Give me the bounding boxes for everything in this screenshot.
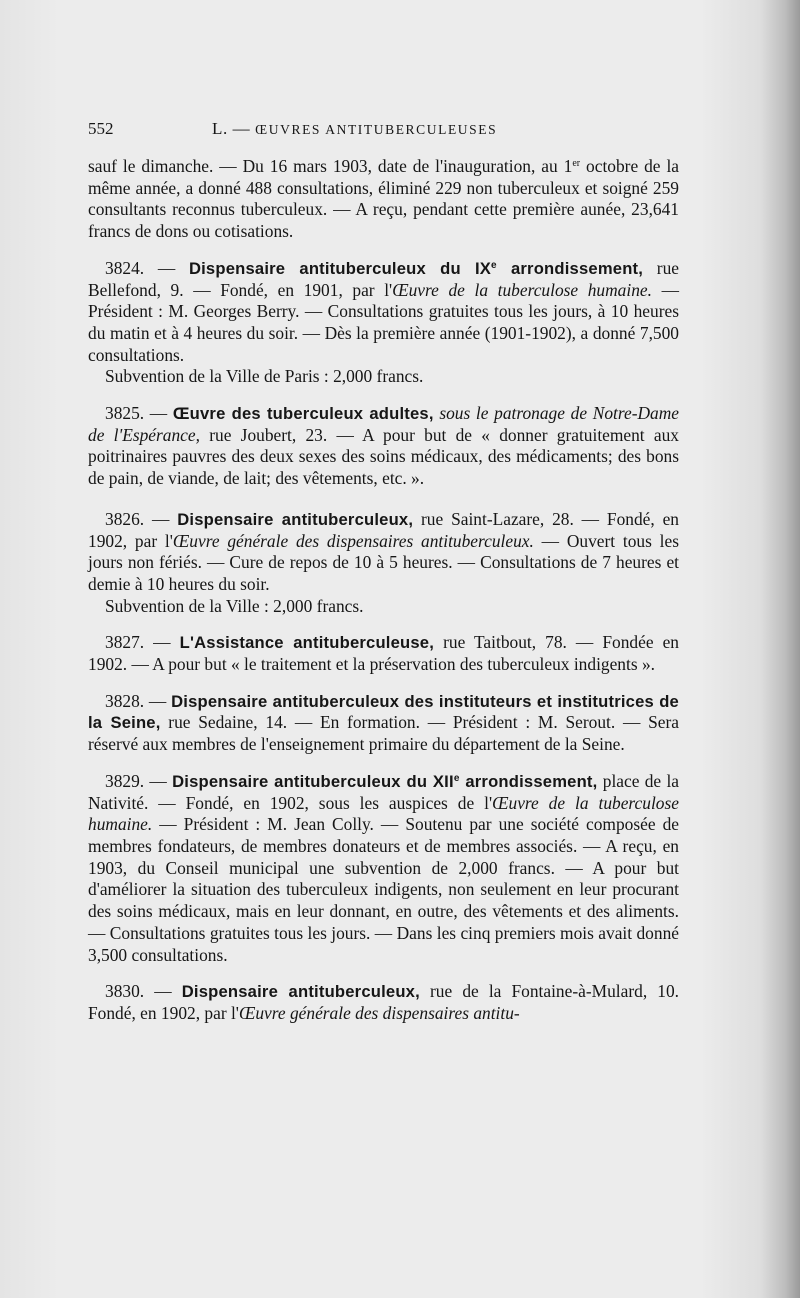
subvention-note: Subvention de la Ville de Paris : 2,000 francs.: [105, 366, 424, 387]
entry-heading: Dispensaire antituberculeux,: [181, 982, 420, 1002]
entry-number: 3828. —: [105, 690, 172, 711]
page-number: 552: [88, 119, 114, 138]
entry-3829: 3829. — Dispensaire antituberculeux du XIIe arrondissement, place de la Nativité. — Fondé, en 1902, sous les auspices de l'Œuvre de la tuberculose humaine. — Président : M. Jean Colly. — Soutenu par une société composée de membres fondateurs, de membres donateurs et de membres associés. — A reçu, en 1903, du Conseil municipal une subvention de 2,000 francs. — A pour but d'améliorer la situation des tuberculeux indigents, non seulement en leur procurant des soins médicaux, mais en leur donnant, en outre, des vêtements et des aliments. — Consultations gratuites tous les jours. — Dans les cinq premiers mois avait donné 3,500 consultations.: [88, 770, 679, 965]
continued-paragraph: sauf le dimanche. — Du 16 mars 1903, date de l'inauguration, au 1er octobre de la même année, a donné 488 consultations, éliminé 229 non tuberculeux et soigné 259 consultants reconnus tuberculeux. — A reçu, pendant cette première aunée, 23,641 francs de dons ou cotisations.: [88, 156, 679, 242]
running-title-letter: L. —: [212, 119, 251, 138]
running-title: [212, 119, 497, 139]
subvention-note: Subvention de la Ville : 2,000 francs.: [105, 595, 364, 616]
entry-number: 3824. —: [105, 257, 189, 278]
entry-number: 3826. —: [105, 508, 178, 529]
entry-heading: L'Assistance antituberculeuse,: [179, 633, 435, 653]
entry-heading: Œuvre des tuberculeux adultes,: [172, 404, 434, 424]
work-title: Œuvre de la tuberculose humaine.: [88, 792, 679, 835]
entry-number: 3829. —: [105, 770, 173, 791]
entry-3824: 3824. — Dispensaire antituberculeux du IXe arrondissement, rue Bellefond, 9. — Fondé, en 1901, par l'Œuvre de la tuberculose humaine. — Président : M. Georges Berry. — Consultations gratuites tous les jours, à 10 heures du matin et à 4 heures du soir. — Dès la première année (1901-1902), a donné 7,500 consultations.: [88, 257, 679, 365]
entry-heading: Dispensaire antituberculeux,: [177, 509, 414, 529]
entry-3825: 3825. — Œuvre des tuberculeux adultes, sous le patronage de Notre-Dame de l'Espérance, rue Joubert, 23. — A pour but de « donner gratuitement aux poitrinaires pauvres des deux sexes des soins médicaux, des médicaments; des bons de pain, de viande, de lait; des vêtements, etc. ».: [88, 403, 680, 489]
entry-number: 3827. —: [105, 632, 180, 653]
entry-3828: 3828. — Dispensaire antituberculeux des instituteurs et institutrices de la Seine, rue Sedaine, 14. — En formation. — Président : M. Serout. — Sera réservé aux membres de l'enseignement primaire du département de la Seine.: [88, 690, 679, 755]
running-header: [88, 119, 678, 143]
entry-heading: Dispensaire antituberculeux des instituteurs et institutrices de la Seine,: [88, 691, 679, 733]
work-title: Œuvre de la tuberculose humaine.: [392, 279, 652, 300]
running-title-text: ŒUVRES ANTITUBERCULEUSES: [255, 122, 498, 137]
work-title: Œuvre générale des dispensaires antitu-: [238, 1002, 520, 1023]
entry-heading: Dispensaire antituberculeux du XIIe arrondissement,: [172, 771, 598, 791]
entry-number: 3830. —: [105, 981, 182, 1002]
entry-3830: 3830. — Dispensaire antituberculeux, rue de la Fontaine-à-Mulard, 10. Fondé, en 1902, par l'Œuvre générale des dispensaires antitu-: [88, 981, 680, 1023]
entry-3827: 3827. — L'Assistance antituberculeuse, rue Taitbout, 78. — Fondée en 1902. — A pour but « le traitement et la préservation des tuberculeux indigents ».: [88, 632, 680, 675]
entry-heading: Dispensaire antituberculeux du IXe arrondissement,: [188, 258, 644, 278]
entry-3826: 3826. — Dispensaire antituberculeux, rue Saint-Lazare, 28. — Fondé, en 1902, par l'Œuvre générale des dispensaires antituberculeux. — Ouvert tous les jours non fériés. — Cure de repos de 10 à 5 heures. — Consultations de 7 heures et demie à 10 heures du soir.: [88, 508, 679, 594]
work-title: Œuvre générale des dispensaires antituberculeux.: [172, 530, 534, 551]
text-column: [88, 156, 679, 1025]
patronage-note: sous le patronage de Notre-Dame de l'Espérance,: [88, 403, 680, 445]
entry-number: 3825. —: [105, 403, 173, 424]
